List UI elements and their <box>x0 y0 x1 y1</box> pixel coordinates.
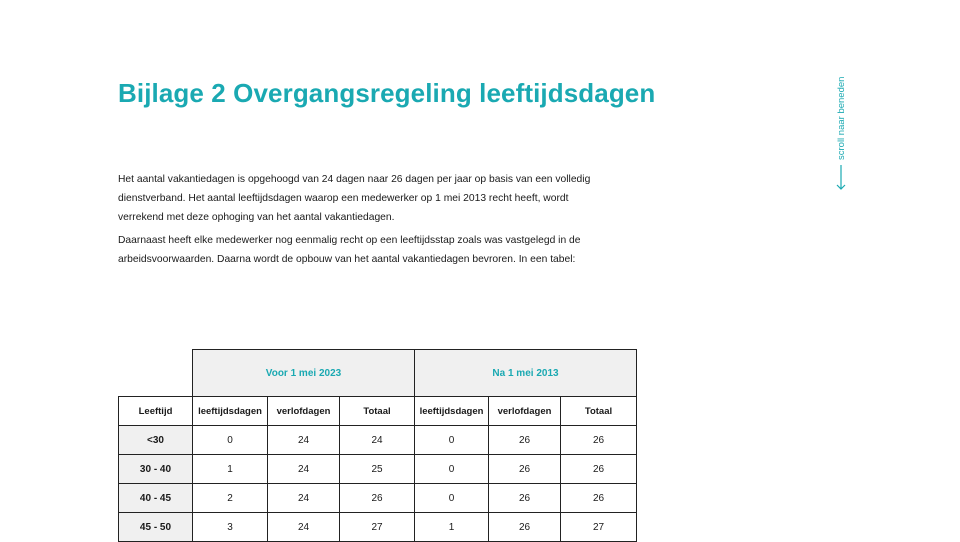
column-header: Totaal <box>561 397 637 426</box>
age-cell: <30 <box>119 426 193 455</box>
second-paragraph: Daarnaast heeft elke medewerker nog eenmalig recht op een leeftijdsstap zoals was vastgelegd in de arbeidsvoorwaarden. Daarna wordt de opbouw van het aantal vakantiedagen bevroren. In een tabel: <box>118 235 581 265</box>
table-cell: 1 <box>415 513 489 542</box>
table-cell: 0 <box>415 455 489 484</box>
table-cell: 27 <box>561 513 637 542</box>
table-cell: 26 <box>489 484 561 513</box>
scroll-hint-label: scroll naar beneden <box>835 76 847 160</box>
table-cell: 26 <box>489 455 561 484</box>
leave-days-table <box>118 349 637 542</box>
age-cell: 45 - 50 <box>119 513 193 542</box>
arrow-left-icon <box>835 164 847 190</box>
table-cell: 2 <box>193 484 268 513</box>
column-header: Totaal <box>340 397 415 426</box>
table-cell: 24 <box>268 455 340 484</box>
column-header: Leeftijd <box>119 397 193 426</box>
table-cell: 26 <box>561 426 637 455</box>
table-row <box>119 426 637 455</box>
table-cell: 24 <box>268 426 340 455</box>
table-row <box>119 484 637 513</box>
table-cell: 26 <box>561 484 637 513</box>
table-cell: 26 <box>489 513 561 542</box>
table-row <box>119 455 637 484</box>
group-header-before: Voor 1 mei 2023 <box>193 350 415 397</box>
table-cell: 25 <box>340 455 415 484</box>
scroll-down-hint[interactable] <box>831 74 851 190</box>
group-header-after: Na 1 mei 2013 <box>415 350 637 397</box>
intro-paragraph: Het aantal vakantiedagen is opgehoogd van 24 dagen naar 26 dagen per jaar op basis van een volledig dienstverband. Het aantal leeftijdsdagen waarop een medewerker op 1 mei 2013 recht heeft, wordt verrekend met deze ophoging van het aantal vakantiedagen. <box>118 174 591 223</box>
column-header: verlofdagen <box>489 397 561 426</box>
table-cell: 27 <box>340 513 415 542</box>
table-cell: 26 <box>489 426 561 455</box>
page-title: Bijlage 2 Overgangsregeling leeftijdsdagen <box>118 78 656 108</box>
column-header: leeftijdsdagen <box>415 397 489 426</box>
age-cell: 40 - 45 <box>119 484 193 513</box>
column-header: leeftijdsdagen <box>193 397 268 426</box>
table-cell: 26 <box>340 484 415 513</box>
table-cell: 3 <box>193 513 268 542</box>
table-cell: 26 <box>561 455 637 484</box>
age-cell: 30 - 40 <box>119 455 193 484</box>
table-cell: 1 <box>193 455 268 484</box>
table-cell: 24 <box>268 484 340 513</box>
table-cell: 0 <box>415 426 489 455</box>
table-cell: 0 <box>193 426 268 455</box>
table-cell: 24 <box>268 513 340 542</box>
table-cell: 0 <box>415 484 489 513</box>
column-header: verlofdagen <box>268 397 340 426</box>
table-row <box>119 513 637 542</box>
table-cell: 24 <box>340 426 415 455</box>
table-corner <box>119 350 193 397</box>
